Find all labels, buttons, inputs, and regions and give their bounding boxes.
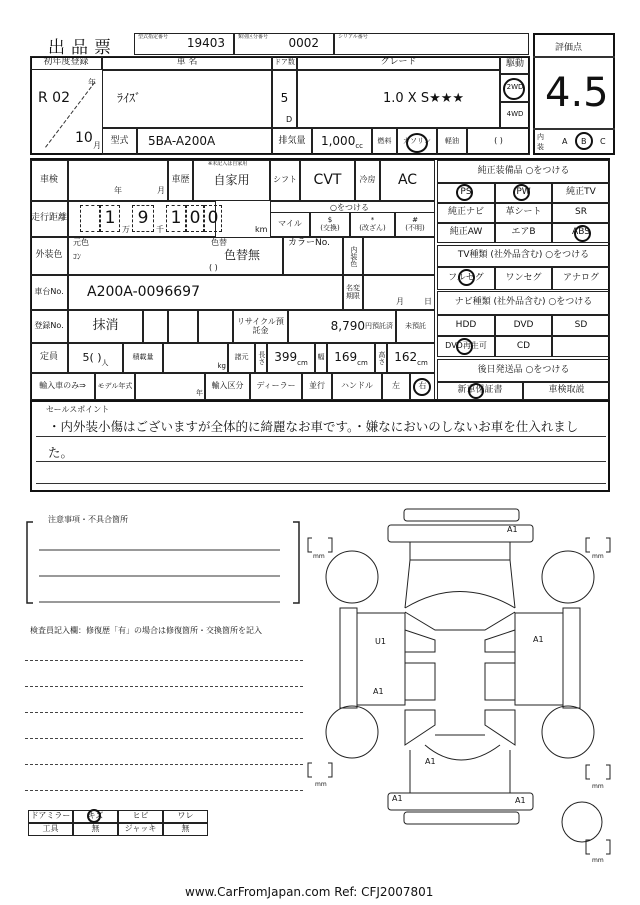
- color-label: 外装色: [30, 237, 68, 275]
- equip-item: ABS: [552, 223, 610, 243]
- mm-label: mm: [592, 783, 604, 790]
- displacement-label: 排気量: [272, 128, 312, 155]
- inspector-label: 検査員記入欄：修復歴「有」の場合は修復箇所・交換箇所を記入: [30, 626, 262, 635]
- mileage-digit: [80, 205, 100, 232]
- damage-mark: U1: [375, 637, 386, 646]
- value: 0002: [288, 36, 319, 51]
- mirror-scratch: キズ: [73, 810, 118, 823]
- height-label: 高さ: [375, 343, 387, 373]
- car-diagram: [300, 500, 620, 870]
- footer-ref: www.CarFromJapan.com Ref: CFJ2007801: [185, 885, 434, 899]
- form-title: 出品票: [48, 38, 117, 58]
- label: 型式指定番号: [138, 34, 169, 40]
- later-item: 車検取説: [523, 382, 610, 400]
- sales-line: ・内外装小傷はございますが全体的に綺麗なお車です。・嫌なにおいのしないお車を仕入れまし: [48, 419, 579, 434]
- paren: ( ): [209, 263, 218, 272]
- inspection-label: 車検: [30, 160, 68, 201]
- model-cert-field: [134, 33, 234, 55]
- unit: 年: [114, 186, 122, 195]
- inspection-date: [68, 160, 168, 201]
- mm-label: mm: [592, 857, 604, 864]
- jack-value: 無: [163, 823, 208, 836]
- equip-item: 純正ナビ: [437, 203, 495, 223]
- unit: 月: [157, 186, 165, 195]
- doors: 5: [272, 70, 297, 128]
- fuel-gasoline: ガソリン: [397, 128, 437, 155]
- mileage-digit: 9: [132, 205, 154, 232]
- tv-item: アナログ: [552, 267, 610, 290]
- label: 類別区分番号: [238, 34, 269, 40]
- caution-bracket: [25, 520, 305, 605]
- flag-tampered: * (改ざん): [350, 212, 395, 237]
- label: 色替: [211, 238, 227, 247]
- equip-item: 純正TV: [552, 183, 610, 203]
- tools-label: 工具: [28, 823, 73, 836]
- grade: 1.0 X S★★★: [297, 70, 500, 128]
- mark-note: ○をつける: [330, 203, 369, 212]
- mileage-digit: 0: [186, 205, 204, 232]
- damage-mark: A1: [373, 687, 384, 696]
- grade-label: グレード: [297, 56, 500, 70]
- width: [327, 343, 375, 373]
- unit: 千: [156, 225, 164, 234]
- doors-unit: D: [286, 115, 293, 124]
- score-label: 評価点: [555, 43, 583, 53]
- drive-4wd: 4WD: [500, 102, 530, 128]
- sales-label: セールスポイント: [46, 405, 110, 414]
- value: 162: [394, 350, 418, 365]
- fuel-diesel: 軽油: [437, 128, 467, 155]
- unit: 月: [396, 297, 404, 306]
- equip-item: PS: [437, 183, 495, 203]
- sales-line: た。: [48, 445, 74, 460]
- recycle-no: 未預託: [396, 310, 435, 343]
- recycle: [288, 310, 396, 343]
- nav-item: [552, 336, 610, 357]
- ac: AC: [380, 160, 435, 201]
- width-label: 幅: [315, 343, 327, 373]
- mileage-digit: 0: [204, 205, 222, 232]
- color-no-label: カラーNo.: [283, 237, 343, 275]
- history-label: 車歴: [168, 160, 193, 201]
- sales-box: [30, 400, 610, 492]
- unit: cm: [417, 359, 428, 368]
- unit: 円預託済: [365, 321, 393, 330]
- handle-right: 右: [410, 373, 435, 400]
- tv-item: フルセグ: [437, 267, 495, 290]
- note: ※未記入は自家用: [208, 161, 248, 167]
- class-no-field: [234, 33, 334, 55]
- first-reg-month: 10: [75, 130, 93, 146]
- ac-label: 冷房: [355, 160, 380, 201]
- value: 19403: [186, 36, 225, 51]
- first-reg-label: 初年度登録: [30, 56, 102, 70]
- damage-mark: A1: [533, 635, 544, 644]
- month-unit: 月: [93, 141, 101, 150]
- displacement: [312, 128, 372, 155]
- model-type: 5BA-A200A: [137, 128, 272, 155]
- recycle-label: リサイクル預託金: [233, 310, 288, 343]
- drive-2wd: 2WD: [500, 74, 530, 102]
- mm-label: mm: [313, 553, 325, 560]
- chassis-no: A200A-0096697: [68, 275, 343, 310]
- unit: 人: [101, 359, 109, 368]
- mirror-broken: ワレ: [163, 810, 208, 823]
- handle-label: ハンドル: [332, 373, 382, 400]
- import-type-label: 輸入区分: [205, 373, 250, 400]
- tv-item: ワンセグ: [495, 267, 552, 290]
- length-label: 長さ: [255, 343, 267, 373]
- interior-a: A: [562, 137, 568, 146]
- nav-item: HDD: [437, 315, 495, 336]
- later-title: 後日発送品 ○をつける: [437, 359, 610, 382]
- value: 自家用: [213, 172, 250, 187]
- value: 5( ): [82, 350, 102, 364]
- unit: cm: [297, 359, 308, 368]
- import-label: 輸入車のみ⇒: [30, 373, 95, 400]
- history: [193, 160, 270, 201]
- fuel-other: ( ): [467, 128, 530, 155]
- name-change: [363, 275, 435, 310]
- nav-item: DVD: [495, 315, 552, 336]
- model-year-label: モデル年式: [95, 373, 135, 400]
- flag-mile: マイル: [270, 212, 310, 237]
- equip-item: SR: [552, 203, 610, 223]
- jack-label: ジャッキ: [118, 823, 163, 836]
- drive-label: 駆動: [500, 56, 530, 74]
- mm-label: mm: [315, 781, 327, 788]
- load-label: 積載量: [123, 343, 163, 373]
- nav-item: DVD再生可: [437, 336, 495, 357]
- equip-item: 革シート: [495, 203, 552, 223]
- chassis-label: 車台No.: [30, 275, 68, 310]
- mm-label: mm: [592, 553, 604, 560]
- value: 399: [274, 350, 298, 365]
- interior-c: C: [600, 137, 606, 146]
- color: [68, 237, 283, 275]
- interior-label: 内装: [537, 133, 544, 151]
- repaint: 色替無: [224, 248, 261, 262]
- load: kg: [163, 343, 228, 373]
- damage-mark: A1: [507, 525, 518, 534]
- label: 元色: [73, 238, 89, 247]
- unit: cc: [355, 141, 364, 150]
- damage-mark: A1: [515, 796, 526, 805]
- height: [387, 343, 435, 373]
- import-parallel: 並行: [302, 373, 332, 400]
- fuel-label: 燃料: [372, 128, 397, 155]
- nav-item: CD: [495, 336, 552, 357]
- serial-field: [334, 33, 529, 55]
- interior-color: [363, 237, 435, 275]
- handle-left: 左: [382, 373, 410, 400]
- capacity: [68, 343, 123, 373]
- reg-cell: [198, 310, 233, 343]
- later-item: 新車保証書: [437, 382, 523, 400]
- mirror-label: ドアミラー: [28, 810, 73, 823]
- value: 169: [334, 350, 358, 365]
- flag-exchange: $ (交換): [310, 212, 350, 237]
- equip-item: エアB: [495, 223, 552, 243]
- unit: 万: [122, 225, 130, 234]
- spec-label: 諸元: [228, 343, 255, 373]
- reg-label: 登録No.: [30, 310, 68, 343]
- doors-label: ドア数: [272, 56, 297, 70]
- year-unit: 年: [88, 78, 96, 87]
- interior-b: B: [581, 137, 587, 146]
- capacity-label: 定員: [30, 343, 68, 373]
- shift: CVT: [300, 160, 355, 201]
- nav-item: SD: [552, 315, 610, 336]
- interior-color-label: 内装色: [343, 237, 363, 275]
- value: 1,000: [320, 133, 356, 148]
- length: [267, 343, 315, 373]
- damage-mark: A1: [392, 794, 403, 803]
- reg-cell: [168, 310, 198, 343]
- caution-label: 注意事項・不具合箇所: [48, 515, 128, 524]
- import-dealer: ディーラー: [250, 373, 302, 400]
- tools-value: 無: [73, 823, 118, 836]
- nav-title: ナビ種類 (社外品含む) ○をつける: [437, 291, 610, 315]
- car-name-label: 車 名: [102, 56, 272, 70]
- damage-mark: A1: [425, 757, 436, 766]
- mileage-digit: 1: [100, 205, 120, 232]
- type-label: 型式: [102, 128, 137, 155]
- mileage-label: 走行距離: [30, 201, 68, 237]
- equipment-title: 純正装備品 ○をつける: [437, 160, 610, 183]
- car-name: ﾗｲｽﾞ: [102, 70, 272, 128]
- orig-color: ｺﾝ: [73, 252, 81, 261]
- shift-label: シフト: [270, 160, 300, 201]
- flag-unknown: # (不明): [395, 212, 435, 237]
- unit: cm: [357, 359, 368, 368]
- score-value: 4.5: [545, 70, 609, 116]
- value: 8,790: [330, 318, 365, 333]
- first-reg-year: R 02: [38, 90, 70, 106]
- equip-item: 純正AW: [437, 223, 495, 243]
- name-change-label: 名変期限: [343, 275, 363, 310]
- equip-item: PW: [495, 183, 552, 203]
- unit: km: [255, 225, 268, 234]
- mirror-crack: ヒビ: [118, 810, 163, 823]
- label: シリアル番号: [338, 34, 368, 40]
- mileage-digit: 1: [166, 205, 186, 232]
- tv-title: TV種類 (社外品含む) ○をつける: [437, 245, 610, 267]
- reg-cell: [143, 310, 168, 343]
- reg-no: 抹消: [68, 310, 143, 343]
- unit: 日: [424, 297, 432, 306]
- model-year: 年: [135, 373, 205, 400]
